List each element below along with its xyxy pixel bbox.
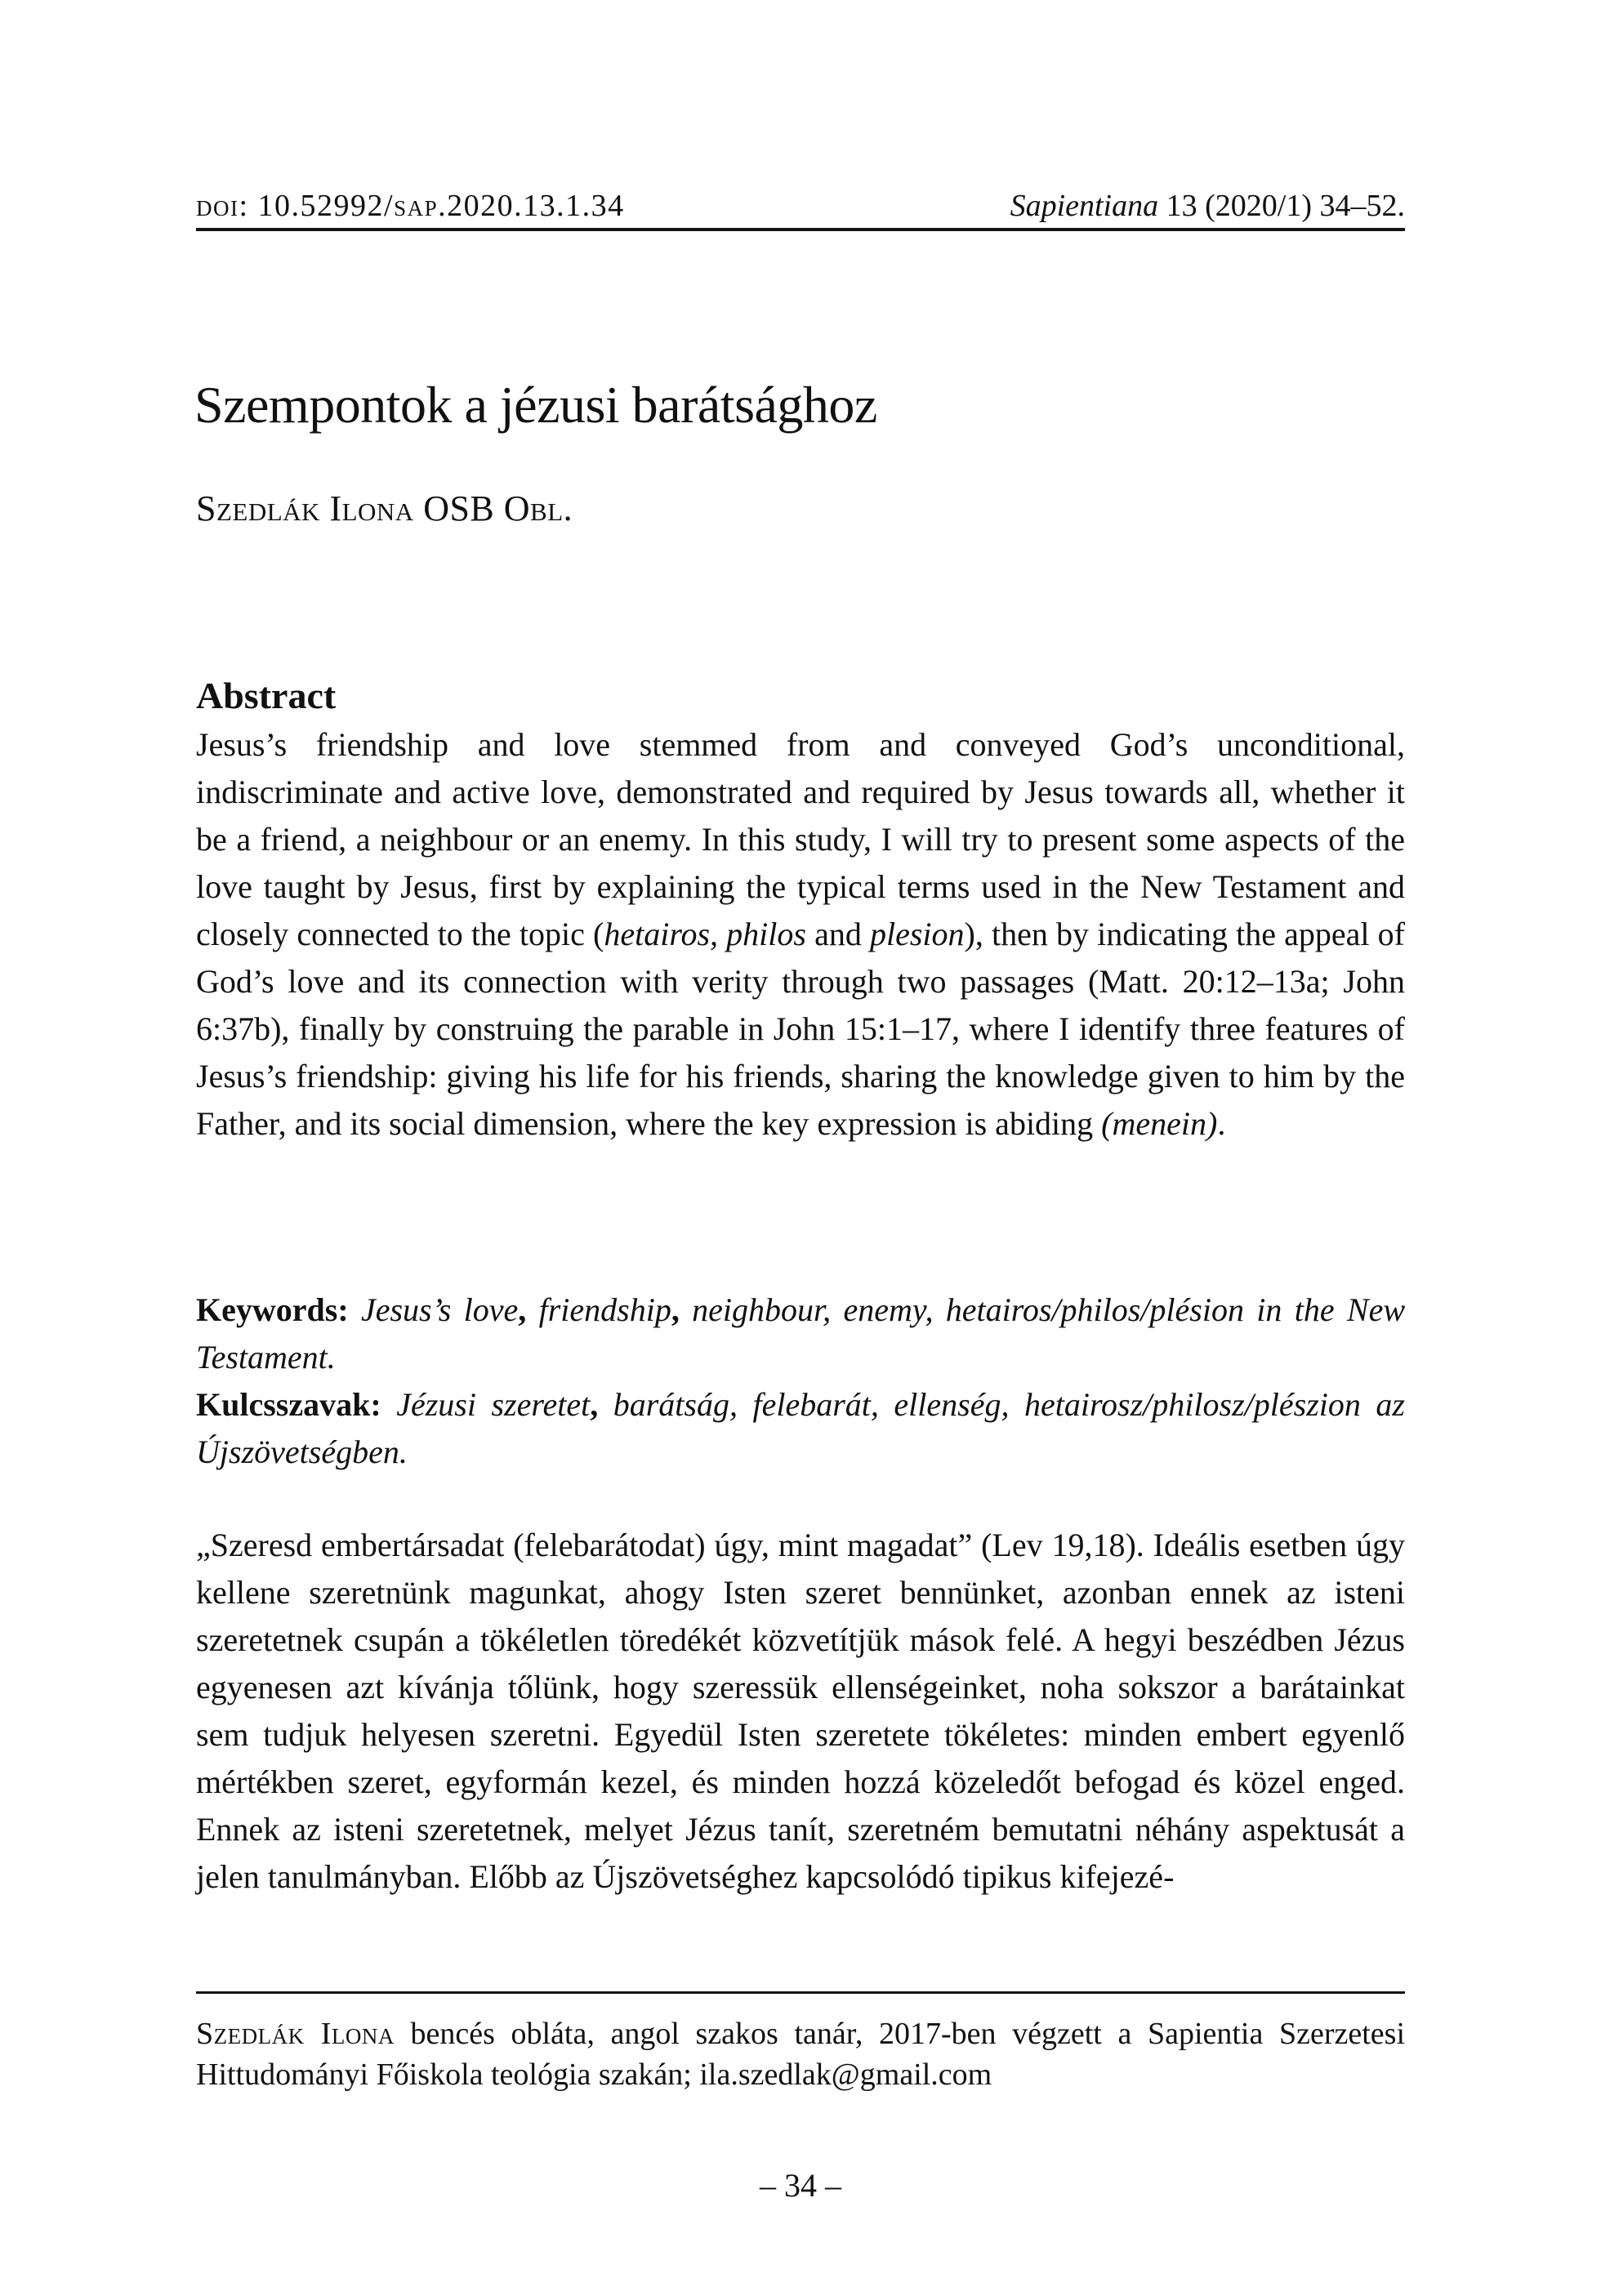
text-segment: , <box>590 1386 599 1423</box>
text-segment: (menein) <box>1101 1104 1218 1142</box>
keywords-english <box>196 1286 1405 1381</box>
article-title: Szempontok a jézusi barátsághoz <box>194 376 877 434</box>
text-segment: . <box>1217 1104 1226 1142</box>
text-segment: barátság, felebarát, ellenség, hetairosz/philosz/plészion az Újszövetségben. <box>196 1386 1405 1470</box>
text-segment: Jézusi szeretet <box>396 1386 591 1423</box>
text-segment: ), then by indicating the appeal of God’s love and its connection with verity through two passages (Matt. 20:12–13a; John 6:37b), finally by construing the parable in John 15:1–17, where I identify three features of Jesus’s friendship: giving his life for his friends, sharing the knowledge given to him by the Father, and its social dimension, where the key expression is abiding <box>196 915 1405 1142</box>
author-footnote <box>196 2013 1405 2095</box>
running-head <box>196 188 1405 224</box>
abstract-heading: Abstract <box>196 675 337 716</box>
text-segment: friendship <box>526 1291 671 1328</box>
text-segment: „Szeresd embertársadat (felebarátodat) úgy, mint magadat” (Lev 19,18). Ideális esetben úgy kellene szeretnünk magunkat, ahogy Isten szeret bennünket, azonban ennek az isteni szeretetnek csupán a tökéletlen töredékét közvetítjük mások felé. A hegyi beszédben Jézus egyenesen azt kívánja tőlünk, hogy szeressük ellenségeinket, noha sokszor a barátainkat sem tudjuk helyesen szeretni. Egyedül Isten szeretete tökéletes: minden embert egyenlő mértékben szeret, egyformán kezel, és minden hozzá közeledőt befogad és közel enged. Ennek az isteni szeretetnek, melyet Jézus tanít, szeretném bemutatni néhány aspektusát a jelen tanulmányban. Előbb az Újszövetséghez kapcsolódó tipikus kifejezé- <box>196 1527 1405 1895</box>
text-segment: plesion <box>869 915 965 952</box>
footnote-rule <box>196 1991 1405 1994</box>
article-author: Szedlák Ilona OSB Obl. <box>196 488 573 528</box>
text-segment: neighbour, enemy, hetairos/philos/plésion in the New Testament. <box>196 1291 1406 1375</box>
doi-text: doi: 10.52992/sap.2020.13.1.34 <box>196 189 625 223</box>
page-number: – 34 – <box>760 2167 841 2204</box>
header-rule <box>196 228 1405 231</box>
text-segment: Keywords: <box>196 1291 361 1328</box>
text-segment: , <box>518 1291 527 1328</box>
keywords-hungarian <box>196 1381 1405 1476</box>
abstract-text <box>196 721 1405 1148</box>
text-segment: Jesus’s love <box>360 1291 519 1328</box>
journal-name: Sapientiana <box>1010 189 1159 223</box>
text-segment: hetairos, philos <box>604 915 806 952</box>
keywords-section <box>196 1286 1405 1476</box>
journal-issue: 13 (2020/1) 34–52. <box>1158 189 1405 223</box>
text-segment: and <box>805 915 870 952</box>
text-segment: Jesus’s friendship and love stemmed from and conveyed God’s unconditional, indiscriminate and active love, demonstrated and required by Jesus towards all, whether it be a friend, a neighbour or an enemy. In this study, I will try to present some aspects of the love taught by Jesus, first by explaining the typical terms used in the New Testament and closely connected to the topic ( <box>196 725 1405 952</box>
body-paragraph <box>196 1522 1405 1901</box>
text-segment: Szedlák Ilona <box>196 2017 395 2051</box>
abstract-section <box>196 675 1405 1148</box>
journal-reference <box>1010 188 1405 224</box>
text-segment: bencés obláta, angol szakos tanár, 2017-ben végzett a Sapientia Szerzetesi Hittudományi Főiskola teológia szakán; ila.szedlak@gmail.com <box>196 2017 1406 2092</box>
text-segment: Kulcsszavak: <box>196 1386 397 1423</box>
text-segment: , <box>671 1291 680 1328</box>
body-section <box>196 1522 1405 1901</box>
